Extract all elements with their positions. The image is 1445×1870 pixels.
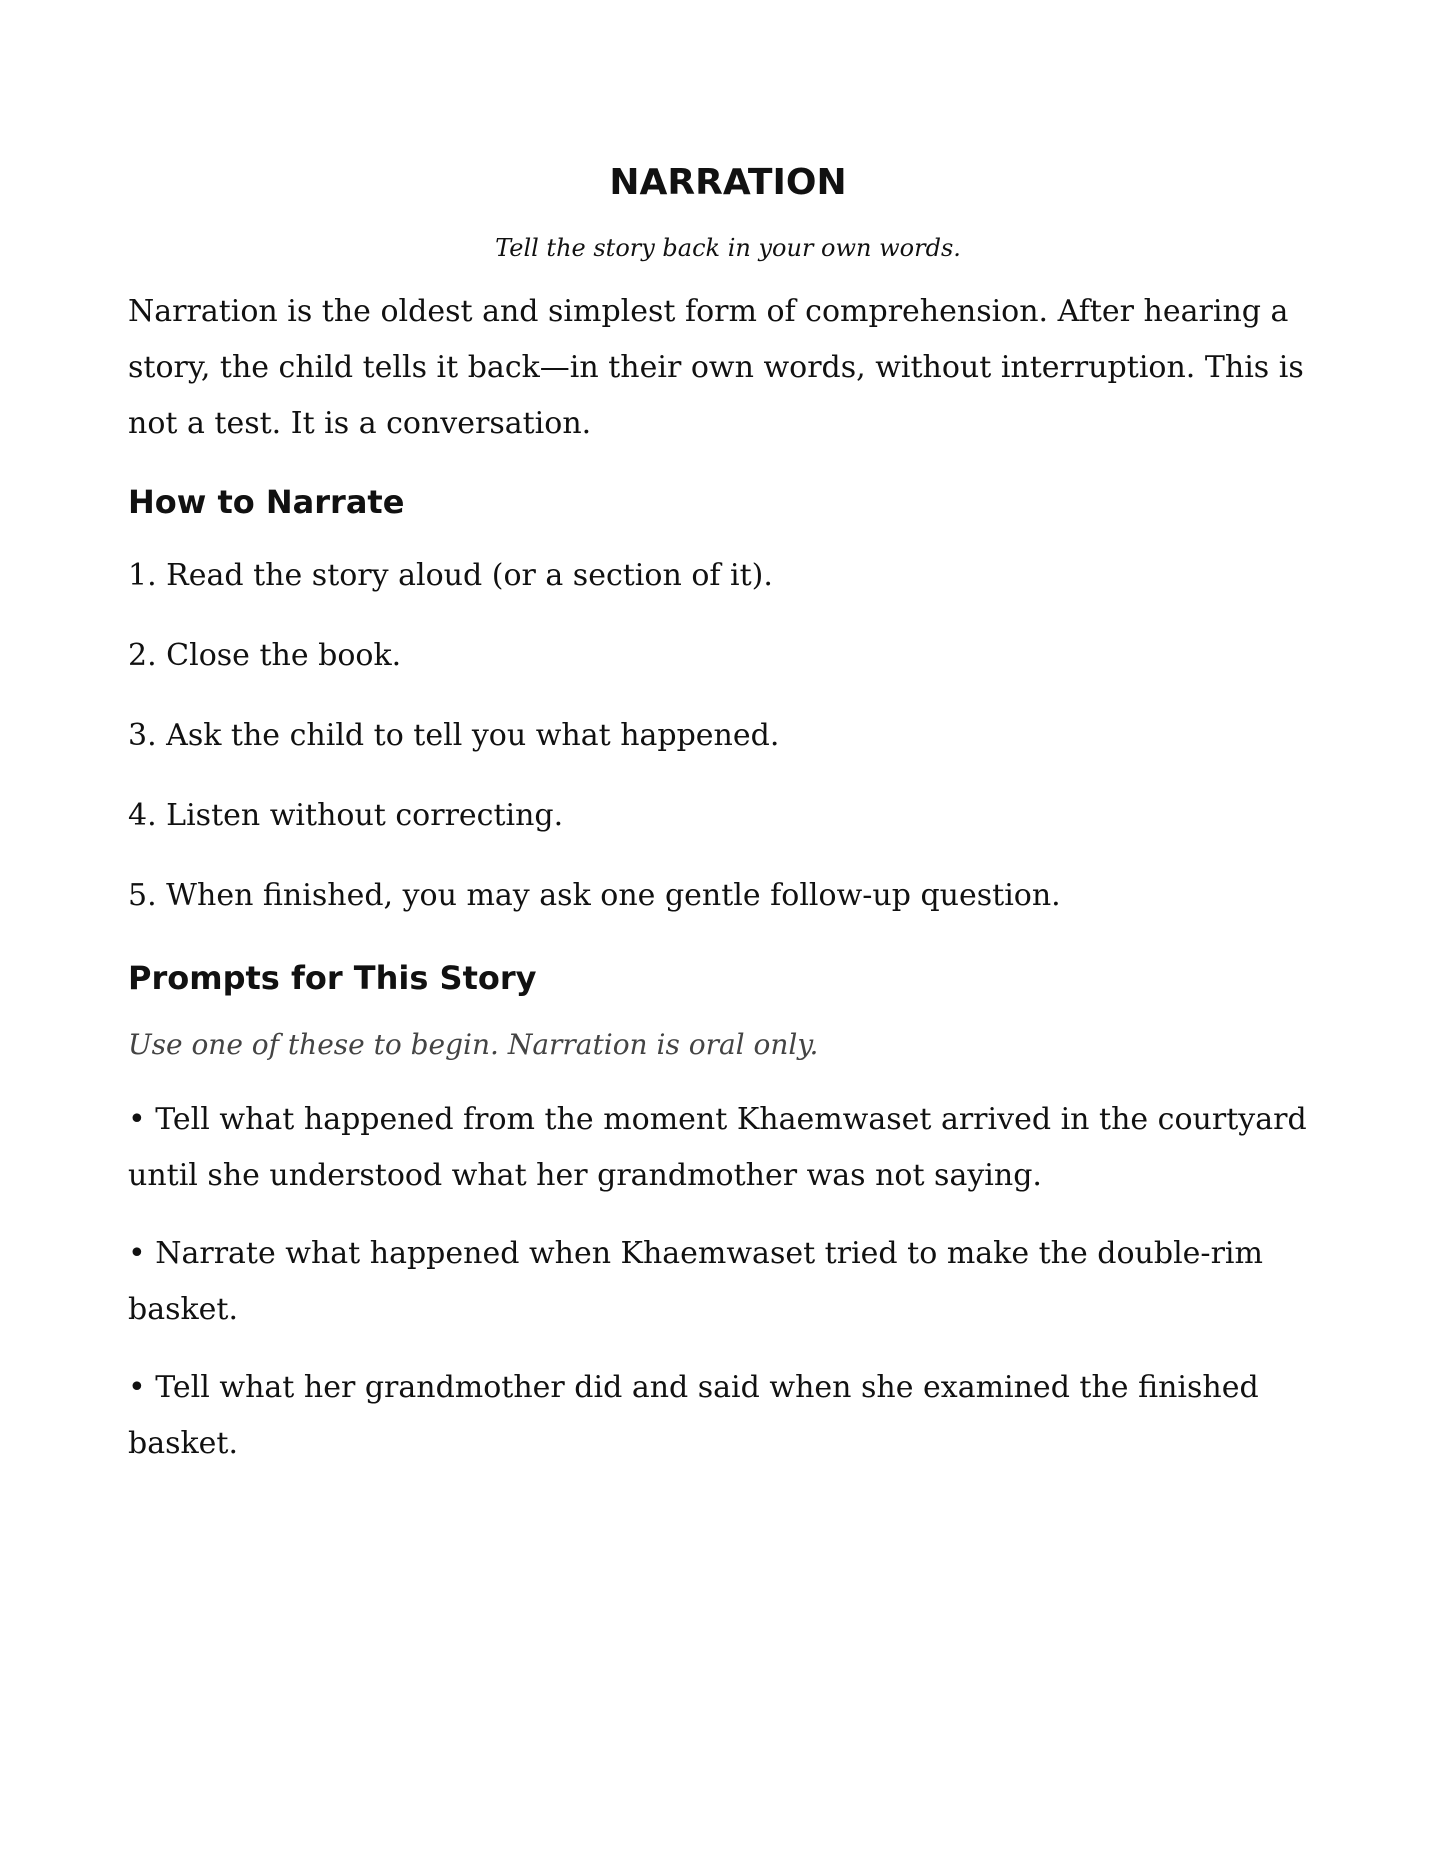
prompts-note: Use one of these to begin. Narration is oral only.: [128, 1028, 819, 1062]
prompts-heading: Prompts for This Story: [128, 958, 537, 997]
step-item: 1. Read the story aloud (or a section of it).: [128, 557, 773, 593]
intro-paragraph: Narration is the oldest and simplest form of comprehension. After hearing a story, the child tells it back—in their own words, without interruption. This is not a test. It is a conversation.: [128, 293, 1304, 441]
document-page: [128, 160, 1328, 1494]
step-item: 4. Listen without correcting.: [128, 797, 564, 833]
page-title: NARRATION: [609, 162, 847, 203]
step-item: 2. Close the book.: [128, 637, 402, 673]
step-item: 3. Ask the child to tell you what happened.: [128, 717, 780, 753]
prompts-list: [128, 1092, 1328, 1472]
prompt-item: • Narrate what happened when Khaemwaset tried to make the double-rim basket.: [128, 1235, 1263, 1327]
step-item: 5. When finished, you may ask one gentle follow-up question.: [128, 877, 1061, 913]
prompt-item: • Tell what happened from the moment Khaemwaset arrived in the courtyard until she understood what her grandmother was not saying.: [128, 1101, 1307, 1193]
steps-list: [128, 554, 1328, 918]
page-subtitle: Tell the story back in your own words.: [495, 233, 961, 262]
prompt-item: • Tell what her grandmother did and said when she examined the finished basket.: [128, 1369, 1259, 1461]
how-to-heading: How to Narrate: [128, 482, 405, 521]
